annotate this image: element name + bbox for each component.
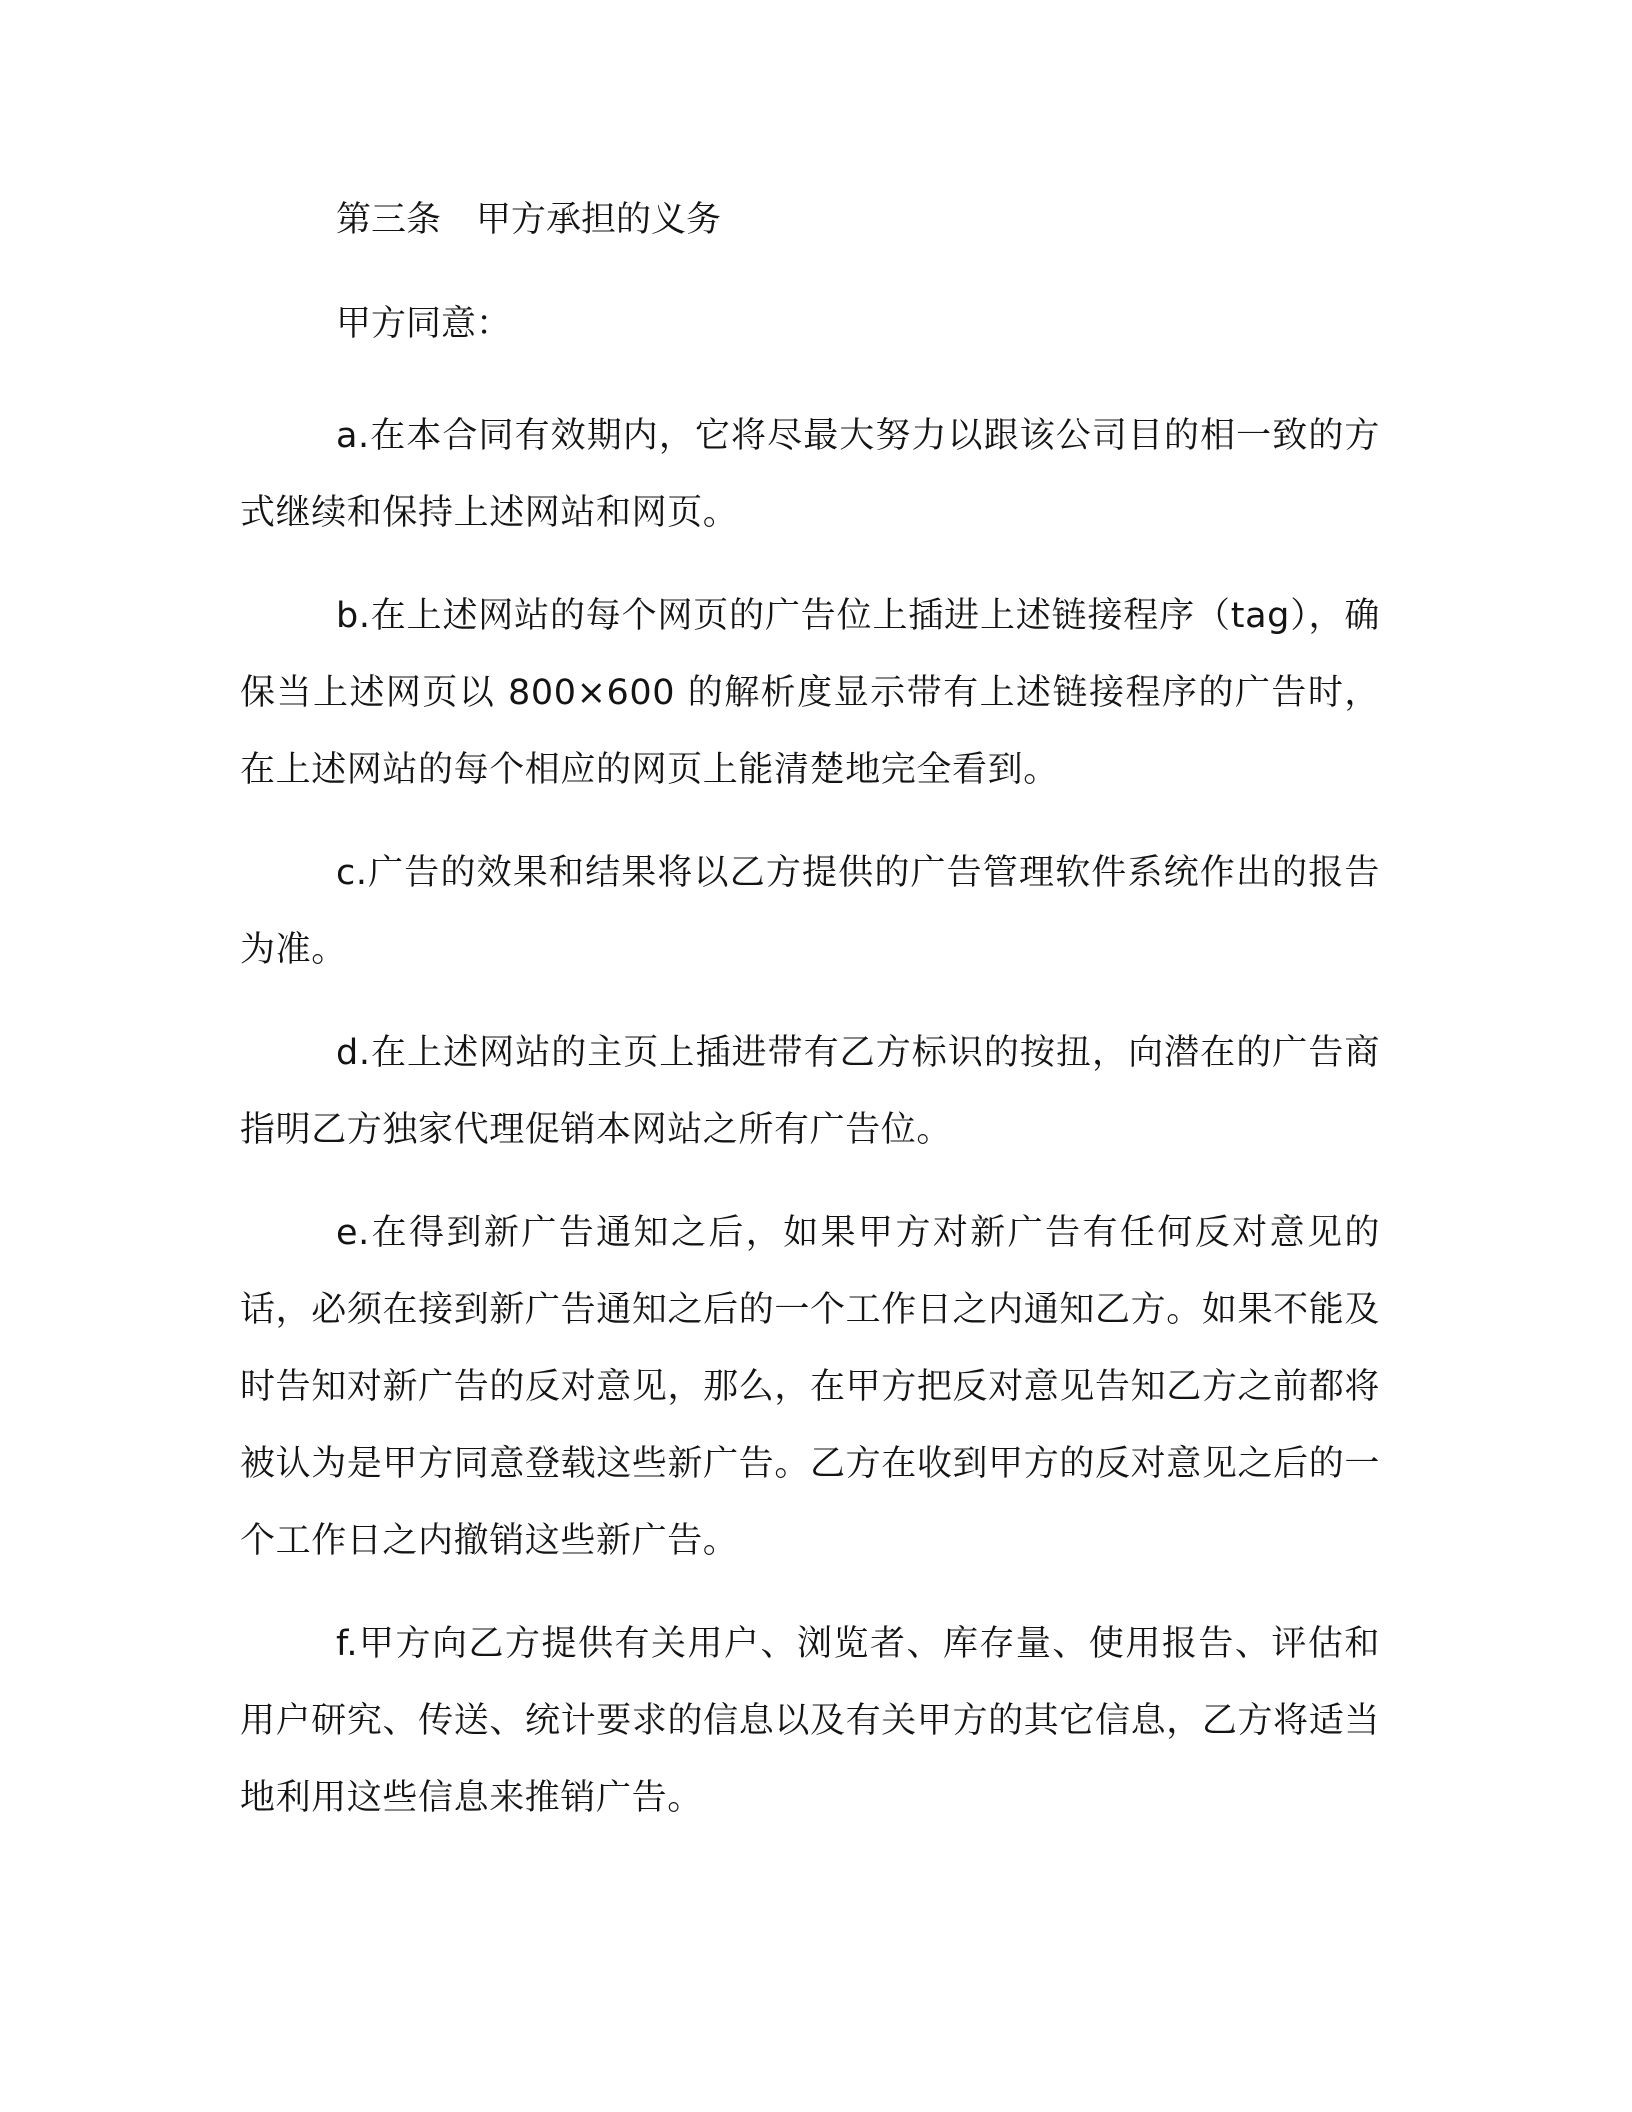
clause-a-paragraph: a.在本合同有效期内，它将尽最大努力以跟该公司目的相一致的方式继续和保持上述网站和网页。 [240,416,1380,533]
clause-d-paragraph: d.在上述网站的主页上插进带有乙方标识的按扭，向潜在的广告商指明乙方独家代理促销本网站之所有广告位。 [240,1033,1380,1150]
article-intro: 甲方同意： [336,304,512,344]
clause-b-paragraph: b.在上述网站的每个网页的广告位上插进上述链接程序（tag），确保当上述网页以 800×600 的解析度显示带有上述链接程序的广告时，在上述网站的每个相应的网页上能清楚地完全看到。 [240,596,1380,790]
contract-article-body [240,190,1380,1863]
clause-c-paragraph: c.广告的效果和结果将以乙方提供的广告管理软件系统作出的报告为准。 [240,853,1380,970]
article-heading: 第三条 甲方承担的义务 [336,200,722,240]
clause-e-paragraph: e.在得到新广告通知之后，如果甲方对新广告有任何反对意见的话，必须在接到新广告通知之后的一个工作日之内通知乙方。如果不能及时告知对新广告的反对意见，那么，在甲方把反对意见告知乙方之前都将被认为是甲方同意登载这些新广告。乙方在收到甲方的反对意见之后的一个工作日之内撤销这些新广告。 [240,1213,1380,1561]
clause-f-paragraph: f.甲方向乙方提供有关用户、浏览者、库存量、使用报告、评估和用户研究、传送、统计要求的信息以及有关甲方的其它信息，乙方将适当地利用这些信息来推销广告。 [240,1624,1380,1818]
